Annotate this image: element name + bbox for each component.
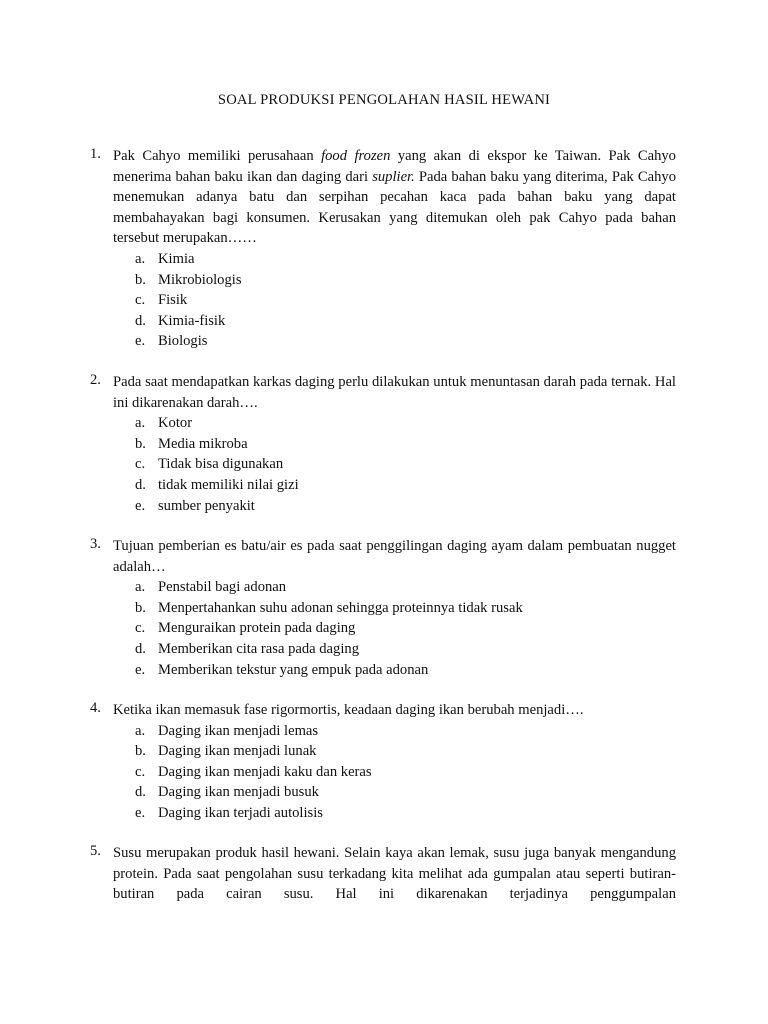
option-letter: b.	[135, 271, 146, 288]
option-letter: a.	[135, 250, 146, 267]
option-text: Tidak bisa digunakan	[158, 456, 284, 473]
answer-options	[90, 577, 676, 680]
document-title: SOAL PRODUKSI PENGOLAHAN HASIL HEWANI	[217, 92, 551, 108]
question-text	[113, 843, 676, 905]
answer-option	[90, 618, 676, 639]
option-letter: c.	[135, 620, 146, 637]
question-number: 4.	[90, 700, 101, 716]
answer-option	[90, 434, 676, 455]
answer-option	[90, 660, 676, 681]
question-text-segment: Tujuan pemberian es batu/air es pada saat penggilingan daging ayam dalam pembuatan nugget adalah…	[113, 538, 676, 575]
option-text: Kimia	[158, 250, 195, 267]
answer-option	[90, 413, 676, 434]
option-text: Menpertahankan suhu adonan sehingga proteinnya tidak rusak	[158, 599, 523, 616]
option-text: Penstabil bagi adonan	[158, 579, 287, 596]
option-text: Memberikan cita rasa pada daging	[158, 640, 359, 657]
option-text: Kotor	[158, 415, 193, 432]
answer-options	[90, 721, 676, 824]
answer-option	[90, 721, 676, 742]
answer-option	[90, 496, 676, 517]
answer-options	[90, 249, 676, 352]
option-letter: e.	[135, 804, 146, 821]
option-letter: b.	[135, 743, 146, 760]
option-text: Biologis	[158, 333, 208, 350]
option-letter: c.	[135, 292, 146, 309]
answer-option	[90, 475, 676, 496]
answer-option	[90, 639, 676, 660]
question-5	[90, 843, 676, 905]
question-text	[113, 536, 676, 577]
option-letter: c.	[135, 456, 146, 473]
option-letter: d.	[135, 784, 146, 801]
option-text: sumber penyakit	[158, 497, 255, 514]
question-number: 5.	[90, 843, 101, 859]
answer-option	[90, 762, 676, 783]
question-3	[90, 536, 676, 680]
question-text-segment: Pada saat mendapatkan karkas daging perlu dilakukan untuk menuntasan darah pada ternak. Hal ini dikarenakan darah….	[113, 374, 676, 411]
option-text: Mikrobiologis	[158, 271, 242, 288]
question-text-segment: yang akan di ekspor ke Taiwan. Pak Cahyo menerima bahan baku ikan dan daging dari	[113, 148, 676, 185]
option-text: Kimia-fisik	[158, 312, 226, 329]
option-text: Menguraikan protein pada daging	[158, 620, 356, 637]
question-text-segment: Susu merupakan produk hasil hewani. Selain kaya akan lemak, susu juga banyak mengandung protein. Pada saat pengolahan susu terkadang kita melihat ada gumpalan atau seperti butiran-butiran pada cairan susu. Hal ini dikarenakan terjadinya penggumpalan	[113, 845, 676, 903]
option-letter: b.	[135, 435, 146, 452]
option-text: tidak memiliki nilai gizi	[158, 476, 299, 493]
option-text: Daging ikan menjadi busuk	[158, 784, 319, 801]
option-letter: d.	[135, 312, 146, 329]
question-text	[113, 146, 676, 249]
question-2	[90, 372, 676, 516]
answer-option	[90, 803, 676, 824]
option-letter: d.	[135, 476, 146, 493]
option-letter: e.	[135, 333, 146, 350]
italic-term: suplier.	[372, 168, 415, 185]
italic-term: food frozen	[321, 148, 391, 164]
option-text: Media mikroba	[158, 435, 248, 452]
option-text: Daging ikan menjadi lunak	[158, 743, 317, 760]
option-text: Daging ikan terjadi autolisis	[158, 804, 323, 821]
option-letter: e.	[135, 497, 146, 514]
option-letter: d.	[135, 640, 146, 657]
question-number: 2.	[90, 372, 101, 388]
option-letter: c.	[135, 763, 146, 780]
question-4	[90, 700, 676, 824]
answer-option	[90, 331, 676, 352]
question-text	[113, 700, 676, 721]
option-text: Daging ikan menjadi kaku dan keras	[158, 763, 372, 780]
question-text-segment: Pak Cahyo memiliki perusahaan	[113, 148, 322, 164]
option-text: Daging ikan menjadi lemas	[158, 722, 319, 739]
question-text-segment: Pada bahan baku yang diterima, Pak Cahyo menemukan adanya batu dan serpihan pecahan kaca pada bahan baku yang dapat membahayakan bagi konsumen. Kerusakan yang ditemukan oleh pak Cahyo pada bahan tersebut merupakan……	[113, 168, 676, 247]
question-text-segment: Ketika ikan memasuk fase rigormortis, keadaan daging ikan berubah menjadi….	[113, 702, 584, 718]
option-letter: a.	[135, 415, 146, 432]
answer-option	[90, 270, 676, 291]
question-1	[90, 146, 676, 352]
question-text	[113, 372, 676, 413]
option-letter: a.	[135, 579, 146, 596]
answer-option	[90, 741, 676, 762]
question-number: 1.	[90, 146, 101, 162]
answer-option	[90, 311, 676, 332]
option-letter: b.	[135, 599, 146, 616]
answer-option	[90, 249, 676, 270]
option-text: Memberikan tekstur yang empuk pada adonan	[158, 661, 429, 678]
option-text: Fisik	[158, 292, 188, 309]
answer-option	[90, 290, 676, 311]
answer-option	[90, 782, 676, 803]
answer-option	[90, 577, 676, 598]
answer-option	[90, 454, 676, 475]
answer-option	[90, 598, 676, 619]
answer-options	[90, 413, 676, 516]
option-letter: a.	[135, 722, 146, 739]
option-letter: e.	[135, 661, 146, 678]
question-number: 3.	[90, 536, 101, 552]
